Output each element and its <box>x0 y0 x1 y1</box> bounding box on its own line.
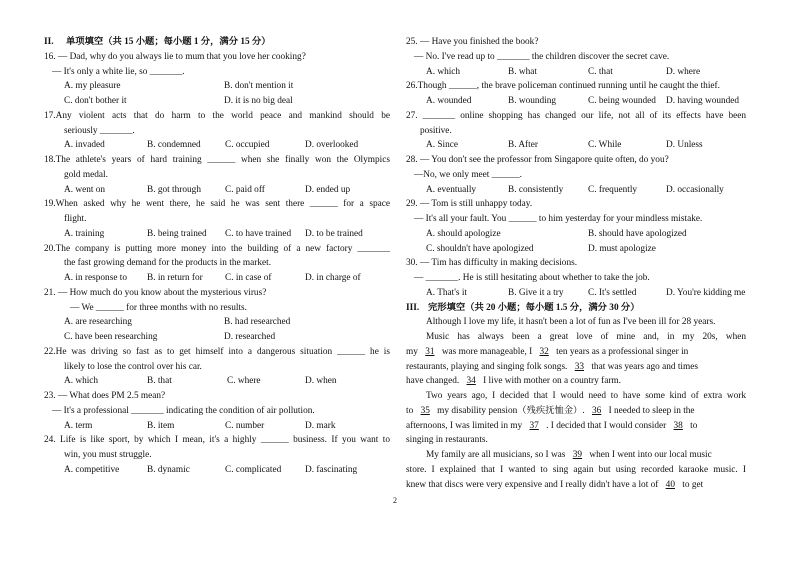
q19-option-a: A. training <box>64 228 105 239</box>
q30-options <box>406 286 746 301</box>
blank-40: 40 <box>665 479 675 490</box>
q26-option-b: B. wounding <box>508 96 557 106</box>
q16-option-b: B. don't mention it <box>224 81 294 92</box>
q30-line2: — _______. He is still hesitating about whether to take the job. <box>414 273 650 283</box>
q19-line1: 19.When asked why he went there, he said he was sent there ______ for a space <box>44 199 390 210</box>
q23-options <box>44 419 390 434</box>
q22-option-d: D. when <box>305 376 337 387</box>
blank-38: 38 <box>673 420 683 431</box>
q23-option-d: D. mark <box>305 420 336 431</box>
passage-p3a: Two years ago, I decided that I would need to have some kind of extra work <box>426 391 746 401</box>
q24-option-d: D. fascinating <box>305 464 358 475</box>
q19-line2: flight. <box>64 214 87 224</box>
q29-option-c: C. shouldn't have apologized <box>426 243 534 254</box>
passage-p4a: My family are all musicians, so I was 39 when I went into our local music <box>426 450 712 460</box>
q22-option-c: C. where <box>227 376 261 387</box>
q26-line1: 26.Though ______, the brave policeman continued running until he caught the thief. <box>406 81 720 92</box>
q24-line1: 24. Life is like sport, by which I mean, it's a highly ______ business. If you want to <box>44 435 390 446</box>
q28-option-c: C. frequently <box>588 184 638 195</box>
q18-option-a: A. went on <box>64 184 106 195</box>
q24-line2: win, you must struggle. <box>64 450 152 460</box>
q27-line1: 27. _______ online shopping has changed our life, not all of its effects have been <box>406 110 746 121</box>
blank-36: 36 <box>591 405 602 416</box>
q21-line1: 21. — How much do you know about the mysterious virus? <box>44 287 267 298</box>
q25-options <box>406 65 746 80</box>
q21-option-a: A. are researching <box>64 317 132 328</box>
blank-31: 31 <box>425 346 435 357</box>
q20-option-b: B. in return for <box>147 273 203 283</box>
q17-option-d: D. overlooked <box>305 140 359 151</box>
q30-option-b: B. Give it a try <box>508 287 564 298</box>
q17-line2: seriously _______. <box>64 125 135 136</box>
passage-p4c: knew that discs were very expensive and I really didn't have a lot of 40 to get <box>406 479 704 490</box>
q28-options <box>406 183 746 198</box>
passage-p2d: have changed. 34 I live with mother on a country farm. <box>406 376 621 387</box>
q27-option-d: D. Unless <box>666 140 703 151</box>
q18-option-c: C. paid off <box>225 184 265 195</box>
q25-option-b: B. what <box>508 66 537 77</box>
q17-options <box>44 138 390 153</box>
q27-option-a: A. Since <box>426 140 459 151</box>
q25-option-d: D. where <box>666 66 701 77</box>
q16-option-c: C. don't bother it <box>64 96 127 106</box>
passage-p3b: to 35 my disability pension（残疾抚恤金）. 36 I needed to sleep in the <box>406 405 695 416</box>
q18-line1: 18.The athlete's years of hard training ______ when she finally won the Olympics <box>44 155 390 165</box>
q28-line1: 28. — You don't see the professor from Singapore quite often, do you? <box>406 155 669 165</box>
q29-options <box>406 227 746 242</box>
q28-line2: —No, we only meet ______. <box>414 169 522 180</box>
q16-stem: 16. — Dad, why do you always lie to mum that you love her cooking? <box>44 51 306 62</box>
left-column <box>44 35 390 478</box>
q22-option-a: A. which <box>64 376 99 387</box>
right-column <box>406 35 746 492</box>
q30-option-c: C. It's settled <box>588 287 637 298</box>
q25-option-a: A. which <box>426 66 461 77</box>
q16-options-2 <box>44 94 390 109</box>
passage-p2b: my 31 was more manageable, I 32 ten years as a professional singer in <box>406 346 689 357</box>
q29-line2: — It's all your fault. You ______ to him yesterday for your mindless mistake. <box>414 214 703 224</box>
passage-p2c: restaurants, playing and singing folk songs. 33 that was years ago and times <box>406 361 698 372</box>
q16-line2: — It's only a white lie, so _______. <box>52 66 185 77</box>
blank-33: 33 <box>574 361 585 372</box>
q21-option-d: D. researched <box>224 332 276 342</box>
q29-options-2 <box>406 242 746 257</box>
blank-39: 39 <box>572 450 583 460</box>
q21-options-2 <box>44 330 390 345</box>
passage-p3c: afternoons, I was limited in my 37 . I decided that I would consider 38 to <box>406 420 698 431</box>
q27-option-c: C. While <box>588 140 622 151</box>
q16-option-a: A. my pleasure <box>64 81 121 92</box>
q24-option-b: B. dynamic <box>147 464 190 475</box>
q17-option-b: B. condemned <box>147 140 201 151</box>
q25-option-c: C. that <box>588 66 613 77</box>
q29-option-a: A. should apologize <box>426 228 501 239</box>
q23-line1: 23. — What does PM 2.5 mean? <box>44 391 166 401</box>
q23-line2: — It's a professional _______ indicating the condition of air pollution. <box>52 405 315 416</box>
q18-options <box>44 183 390 198</box>
q26-option-d: D. having wounded <box>666 96 740 106</box>
q27-line2: positive. <box>420 125 452 136</box>
q17-option-a: A. invaded <box>64 140 105 151</box>
q30-line1: 30. — Tim has difficulty in making decisions. <box>406 258 578 269</box>
blank-34: 34 <box>466 376 476 387</box>
blank-32: 32 <box>539 346 549 357</box>
q22-options <box>44 374 390 389</box>
q16-options <box>44 79 390 94</box>
q22-line2: likely to lose the control over his car. <box>64 361 202 372</box>
q21-option-c: C. have been researching <box>64 332 158 342</box>
q29-option-b: B. should have apologized <box>588 228 687 239</box>
q30-option-a: A. That's it <box>426 287 468 298</box>
q29-line1: 29. — Tom is still unhappy today. <box>406 199 533 210</box>
q26-option-c: C. being wounded <box>588 96 656 106</box>
passage-p4b: store. I explained that I wanted to sing again but using recorded karaoke music. I <box>406 464 746 475</box>
passage-p3d: singing in restaurants. <box>406 435 488 446</box>
q20-options <box>44 271 390 286</box>
q25-line2: — No. I've read up to _______ the children discover the secret cave. <box>414 51 670 62</box>
q23-option-b: B. item <box>147 420 175 431</box>
page-number: 2 <box>393 496 397 505</box>
q20-line2: the fast growing demand for the products in the market. <box>64 258 272 269</box>
q20-option-d: D. in charge of <box>305 273 361 283</box>
q28-option-a: A. eventually <box>426 184 477 195</box>
q30-option-d: D. You're kidding me <box>666 287 746 298</box>
q21-options <box>44 315 390 330</box>
q22-option-b: B. that <box>147 376 172 387</box>
q16-option-d: D. it is no big deal <box>224 96 293 106</box>
q26-option-a: A. wounded <box>426 96 472 106</box>
q22-line1: 22.He was driving so fast as to get himself into a dangerous situation ______ he is <box>44 346 390 357</box>
blank-35: 35 <box>420 405 430 416</box>
q19-options <box>44 227 390 242</box>
q23-option-c: C. number <box>225 420 265 431</box>
q18-line2: gold medal. <box>64 169 108 180</box>
q24-option-c: C. complicated <box>225 464 282 475</box>
q18-option-d: D. ended up <box>305 184 351 195</box>
q19-option-c: C. to have trained <box>225 228 292 239</box>
blank-37: 37 <box>529 420 539 431</box>
passage-p1: Although I love my life, it hasn't been a lot of fun as I've been ill for 28 years. <box>426 317 716 328</box>
passage-p2a: Music has always been a great love of mine and, in my 20s, when <box>426 332 746 342</box>
q21-line2: — We ______ for three months with no results. <box>70 302 247 313</box>
q24-option-a: A. competitive <box>64 464 120 475</box>
q26-options <box>406 94 746 109</box>
q28-option-b: B. consistently <box>508 184 564 195</box>
q28-option-d: D. occasionally <box>666 184 724 195</box>
q18-option-b: B. got through <box>147 184 201 195</box>
q29-option-d: D. must apologize <box>588 243 656 254</box>
q23-option-a: A. term <box>64 420 93 431</box>
q20-option-c: C. in case of <box>225 273 272 283</box>
q27-options <box>406 138 746 153</box>
q20-option-a: A. in response to <box>64 273 128 283</box>
q20-line1: 20.The company is putting more money into the building of a new factory _______ <box>44 243 390 254</box>
q19-option-b: B. being trained <box>147 228 207 239</box>
q25-line1: 25. — Have you finished the book? <box>406 37 539 47</box>
q21-option-b: B. had researched <box>224 317 291 328</box>
q17-line1: 17.Any violent acts that do harm to the world peace and mankind should be <box>44 110 390 121</box>
q27-option-b: B. After <box>508 140 538 151</box>
section-3-heading: III. 完形填空（共 20 小题；每小题 1.5 分，满分 30 分） <box>406 302 640 313</box>
section-2-heading: II. 单项填空（共 15 小题；每小题 1 分，满分 15 分） <box>44 37 271 47</box>
q19-option-d: D. to be trained <box>305 228 363 239</box>
q24-options <box>44 463 390 478</box>
q17-option-c: C. occupied <box>225 140 270 151</box>
